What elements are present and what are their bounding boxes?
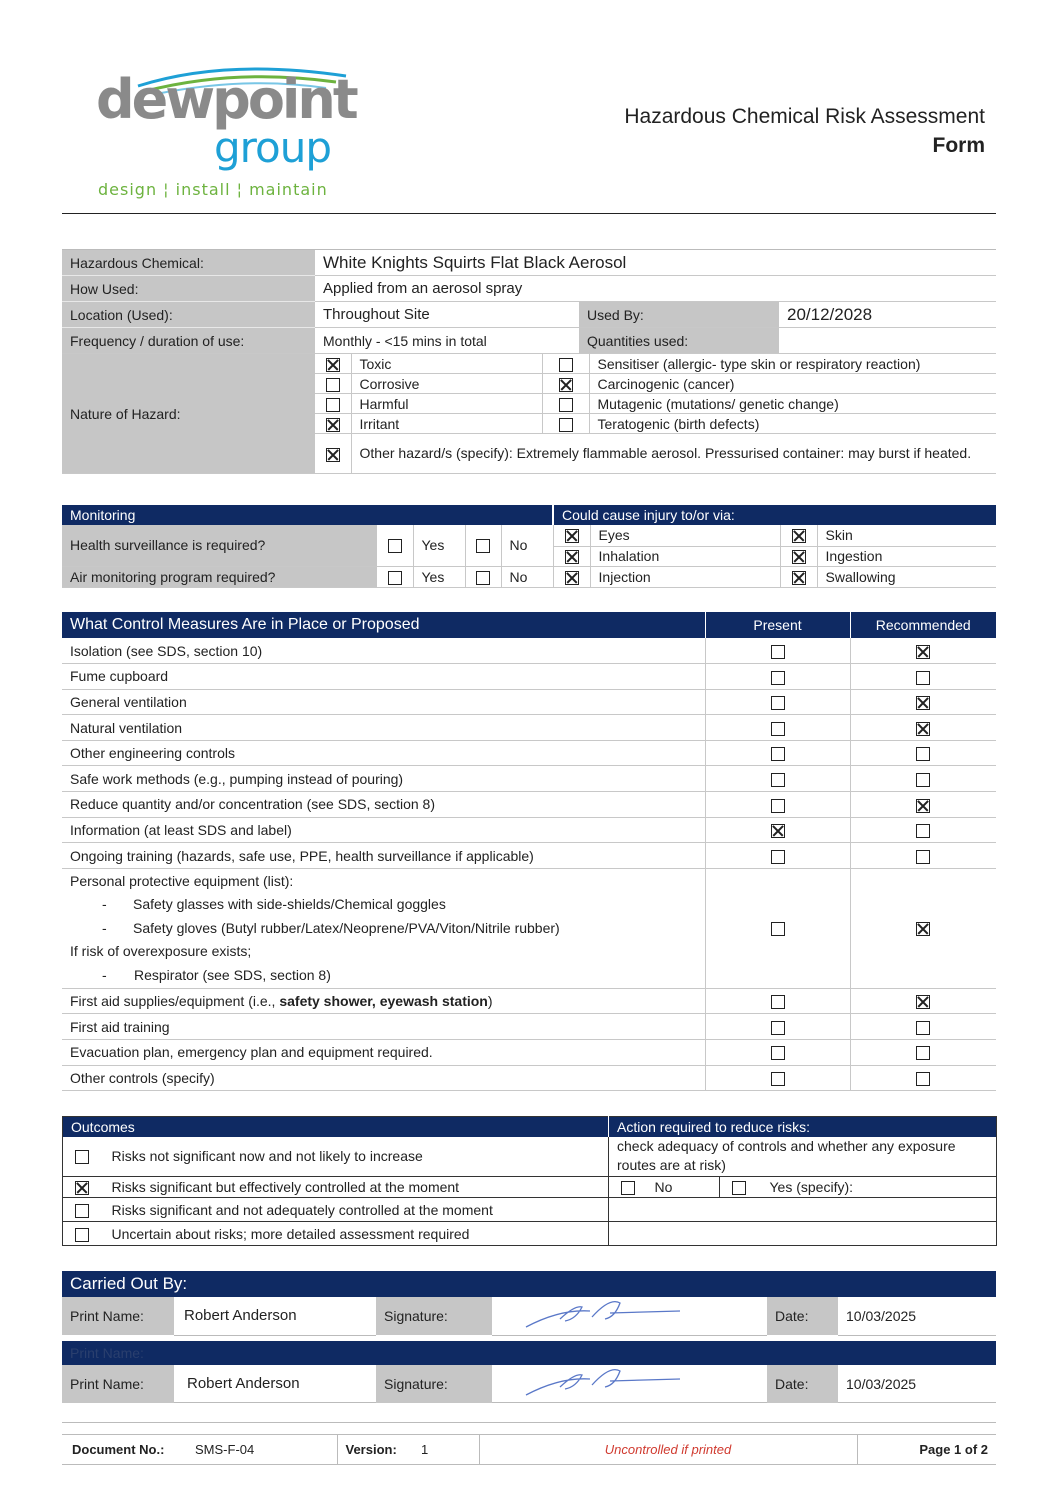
health-surveillance-yes-label: Yes (413, 525, 465, 566)
signature-label: Signature: (376, 1365, 492, 1403)
control-row (62, 843, 996, 869)
control-label: Safe work methods (e.g., pumping instead of pouring) (62, 766, 705, 792)
present-checkbox[interactable] (705, 715, 850, 741)
control-row (62, 664, 996, 690)
control-label: Natural ventilation (62, 715, 705, 741)
present-checkbox[interactable] (705, 740, 850, 766)
inhalation-label: Inhalation (590, 546, 780, 566)
print-name-label: Print Name: (62, 1365, 174, 1403)
print-name-value[interactable]: Robert Anderson (174, 1365, 376, 1403)
air-monitoring-no-checkbox[interactable] (465, 566, 501, 587)
harmful-label: Harmful (351, 394, 542, 414)
air-monitoring-yes-checkbox[interactable] (377, 566, 413, 587)
control-label: Other engineering controls (62, 740, 705, 766)
form-title (624, 103, 985, 161)
uncontrolled-notice: Uncontrolled if printed (479, 1435, 857, 1465)
present-checkbox[interactable] (705, 638, 850, 664)
present-checkbox[interactable] (705, 689, 850, 715)
action-no-label: No (647, 1177, 720, 1198)
present-checkbox[interactable] (705, 766, 850, 792)
control-row (62, 817, 996, 843)
health-surveillance-label: Health surveillance is required? (62, 525, 377, 566)
action-yes-label: Yes (specify): (758, 1177, 997, 1198)
ingestion-checkbox[interactable] (780, 546, 817, 566)
action-yes-specify-field[interactable] (609, 1198, 997, 1222)
other-hazard-label: Other hazard/s (specify): Extremely flammable aerosol. Pressurised container: may burst if heated. (351, 434, 996, 474)
quantities-value (779, 328, 996, 354)
other-hazard-checkbox[interactable] (315, 434, 351, 474)
signature-field[interactable] (492, 1297, 767, 1335)
form-title-line1: Hazardous Chemical Risk Assessment (624, 105, 985, 128)
control-row (62, 715, 996, 741)
hazardous-chemical-label: Hazardous Chemical: (62, 250, 315, 276)
ppe-item-gloves: - Safety gloves (Butyl rubber/Latex/Neoprene/PVA/Viton/Nitrile rubber) (70, 917, 697, 941)
skin-label: Skin (817, 525, 996, 546)
signature-scribble-icon (520, 1365, 700, 1399)
outcome-checkbox[interactable] (63, 1177, 101, 1198)
recommended-checkbox[interactable] (850, 817, 996, 843)
injury-routes-header: Could cause injury to/or via: (553, 505, 996, 525)
outcome-label: Risks significant but effectively controlled at the moment (101, 1177, 609, 1198)
teratogenic-checkbox[interactable] (542, 414, 589, 434)
irritant-checkbox[interactable] (315, 414, 351, 434)
mutagenic-label: Mutagenic (mutations/ genetic change) (589, 394, 996, 414)
skin-checkbox[interactable] (780, 525, 817, 546)
document-number-label: Document No.: (72, 1442, 165, 1457)
toxic-checkbox[interactable] (315, 354, 351, 374)
carried-out-header: Carried Out By: (62, 1271, 996, 1297)
print-name-value[interactable]: Robert Anderson (174, 1297, 376, 1335)
present-checkbox[interactable] (705, 843, 850, 869)
how-used-label: How Used: (62, 276, 315, 302)
carried-out-table (62, 1271, 996, 1403)
outcome-label: Risks not significant now and not likely to increase (111, 1148, 423, 1165)
control-row (62, 792, 996, 818)
action-yes-checkbox[interactable] (720, 1177, 758, 1198)
present-checkbox[interactable] (705, 817, 850, 843)
control-label: Evacuation plan, emergency plan and equipment required. (62, 1040, 705, 1066)
control-row (62, 638, 996, 664)
control-label: First aid training (62, 1014, 705, 1040)
present-checkbox[interactable] (705, 792, 850, 818)
ppe-present-checkbox[interactable] (705, 868, 850, 988)
ppe-overexposure-label: If risk of overexposure exists; (70, 943, 252, 960)
recommended-checkbox[interactable] (850, 843, 996, 869)
how-used-value: Applied from an aerosol spray (315, 276, 996, 302)
injection-label: Injection (590, 566, 780, 587)
action-required-header: Action required to reduce risks: (609, 1117, 997, 1137)
control-row (62, 766, 996, 792)
logo-tagline: design ¦ install ¦ maintain (98, 180, 328, 199)
form-title-line2: Form (932, 134, 985, 157)
quantities-label: Quantities used: (579, 328, 779, 354)
location-value: Throughout Site (315, 302, 579, 328)
corrosive-label: Corrosive (351, 374, 542, 394)
first-aid-supplies-bold: safety shower, eyewash station (279, 993, 488, 1010)
sensitiser-checkbox[interactable] (542, 354, 589, 374)
ppe-item-glasses: - Safety glasses with side-shields/Chemical goggles (70, 893, 697, 917)
eyes-checkbox[interactable] (553, 525, 590, 546)
signature-label: Signature: (376, 1297, 492, 1335)
teratogenic-label: Teratogenic (birth defects) (589, 414, 996, 434)
present-checkbox[interactable] (705, 664, 850, 690)
version-label: Version: (337, 1435, 413, 1465)
swallowing-label: Swallowing (817, 566, 996, 587)
control-label: Information (at least SDS and label) (62, 817, 705, 843)
ingestion-label: Ingestion (817, 546, 996, 566)
outcome-label: Uncertain about risks; more detailed assessment required (101, 1222, 609, 1246)
ppe-row (62, 868, 996, 988)
ppe-item-respirator: - Respirator (see SDS, section 8) (70, 964, 697, 988)
second-print-name-bar: Print Name: (62, 1341, 996, 1365)
recommended-checkbox[interactable] (850, 715, 996, 741)
eyes-label: Eyes (590, 525, 780, 546)
logo-word-group: group (214, 123, 331, 172)
date-value[interactable]: 10/03/2025 (838, 1297, 996, 1335)
first-aid-supplies-label: First aid supplies/equipment (i.e., safety shower, eyewash station) (62, 988, 705, 1014)
toxic-label: Toxic (351, 354, 542, 374)
sensitiser-label: Sensitiser (allergic- type skin or respiratory reaction) (589, 354, 996, 374)
harmful-checkbox[interactable] (315, 394, 351, 414)
present-checkbox[interactable] (705, 1040, 850, 1066)
list-dash: - (102, 919, 107, 936)
recommended-checkbox[interactable] (850, 1040, 996, 1066)
first-aid-supplies-row (62, 988, 996, 1014)
date-label: Date: (767, 1297, 838, 1335)
recommended-checkbox[interactable] (850, 766, 996, 792)
signature-field[interactable] (492, 1365, 767, 1403)
list-dash: - (102, 896, 107, 913)
outcomes-table (62, 1116, 997, 1246)
footer-divider (62, 1422, 996, 1423)
present-header: Present (705, 612, 850, 638)
header-divider (62, 213, 996, 214)
outcomes-header: Outcomes (63, 1117, 609, 1137)
irritant-label: Irritant (351, 414, 542, 434)
health-surveillance-no-label: No (501, 525, 553, 566)
control-row (62, 740, 996, 766)
used-by-label: Used By: (579, 302, 779, 328)
action-no-checkbox[interactable] (609, 1177, 647, 1198)
location-label: Location (Used): (62, 302, 315, 328)
mutagenic-checkbox[interactable] (542, 394, 589, 414)
monitoring-header: Monitoring (62, 505, 553, 525)
recommended-header: Recommended (850, 612, 996, 638)
corrosive-checkbox[interactable] (315, 374, 351, 394)
date-label: Date: (767, 1365, 838, 1403)
signature-scribble-icon (520, 1297, 700, 1331)
injection-checkbox[interactable] (553, 566, 590, 587)
ppe-label: Personal protective equipment (list): (70, 872, 294, 889)
company-logo (96, 62, 356, 204)
used-by-value: 20/12/2028 (779, 302, 996, 328)
control-label: Other controls (specify) (62, 1065, 705, 1091)
recommended-checkbox[interactable] (850, 740, 996, 766)
frequency-value: Monthly - <15 mins in total (315, 328, 579, 354)
control-row (62, 1040, 996, 1066)
recommended-checkbox[interactable] (850, 638, 996, 664)
present-checkbox[interactable] (705, 1065, 850, 1091)
ppe-recommended-checkbox[interactable] (850, 868, 996, 988)
present-checkbox[interactable] (705, 988, 850, 1014)
swallowing-checkbox[interactable] (780, 566, 817, 587)
nature-of-hazard-label: Nature of Hazard: (62, 354, 315, 474)
control-row (62, 1014, 996, 1040)
chemical-details-table (62, 249, 996, 474)
outcome-label: Risks significant and not adequately controlled at the moment (101, 1198, 609, 1222)
recommended-checkbox[interactable] (850, 1065, 996, 1091)
control-measures-header: What Control Measures Are in Place or Proposed (62, 612, 705, 638)
document-footer (62, 1434, 996, 1465)
inhalation-checkbox[interactable] (553, 546, 590, 566)
action-required-text: check adequacy of controls and whether any exposure routes are at risk) (609, 1137, 997, 1177)
print-name-label: Print Name: (62, 1297, 174, 1335)
version-value: 1 (421, 1442, 429, 1457)
carcinogenic-label: Carcinogenic (cancer) (589, 374, 996, 394)
document-number-value: SMS-F-04 (195, 1442, 255, 1457)
control-row (62, 689, 996, 715)
outcome-checkbox[interactable] (63, 1137, 101, 1177)
action-extra-field[interactable] (609, 1222, 997, 1246)
control-label: Reduce quantity and/or concentration (see SDS, section 8) (62, 792, 705, 818)
carcinogenic-checkbox[interactable] (542, 374, 589, 394)
date-value[interactable]: 10/03/2025 (838, 1365, 996, 1403)
frequency-label: Frequency / duration of use: (62, 328, 315, 354)
recommended-checkbox[interactable] (850, 988, 996, 1014)
recommended-checkbox[interactable] (850, 1014, 996, 1040)
list-dash: - (102, 966, 107, 983)
control-label: Isolation (see SDS, section 10) (62, 638, 705, 664)
logo-word-dewpoint: dewpoint (96, 68, 356, 131)
outcome-checkbox[interactable] (63, 1222, 101, 1246)
air-monitoring-label: Air monitoring program required? (62, 566, 377, 587)
health-surveillance-no-checkbox[interactable] (465, 525, 501, 566)
present-checkbox[interactable] (705, 1014, 850, 1040)
control-label: Ongoing training (hazards, safe use, PPE, health surveillance if applicable) (62, 843, 705, 869)
control-label: Fume cupboard (62, 664, 705, 690)
control-label: General ventilation (62, 689, 705, 715)
recommended-checkbox[interactable] (850, 689, 996, 715)
outcome-checkbox[interactable] (63, 1198, 101, 1222)
control-measures-table (62, 612, 996, 1091)
control-row (62, 1065, 996, 1091)
air-monitoring-no-label: No (501, 566, 553, 587)
recommended-checkbox[interactable] (850, 792, 996, 818)
recommended-checkbox[interactable] (850, 664, 996, 690)
page-number: Page 1 of 2 (857, 1435, 996, 1465)
health-surveillance-yes-checkbox[interactable] (377, 525, 413, 566)
air-monitoring-yes-label: Yes (413, 566, 465, 587)
monitoring-table (62, 505, 996, 588)
hazardous-chemical-value: White Knights Squirts Flat Black Aerosol (315, 250, 996, 276)
